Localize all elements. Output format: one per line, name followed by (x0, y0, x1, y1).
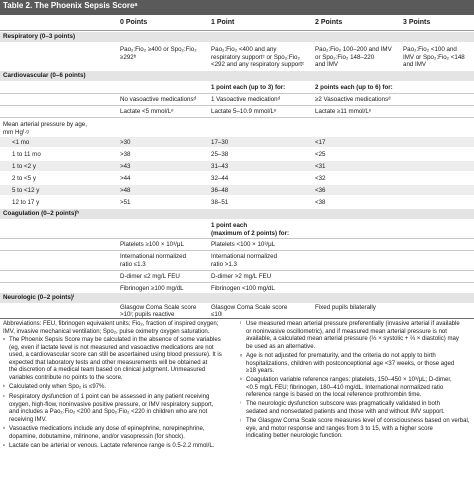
map-age-4: 5 to <12 y (12, 186, 40, 194)
coag-ddimer-0: D-dimer ≤2 mg/L FEU (120, 272, 180, 280)
neuro-p2: Fixed pupils bilaterally (315, 303, 376, 311)
map-age-3: 2 to <5 y (12, 174, 36, 182)
map-p0-2: >43 (120, 162, 131, 170)
fn-a-line2: (eg, even if lactate level is not measured and vasoactive medications are not (9, 344, 214, 351)
fn-abbr-line1: Abbreviations: FEU, fibrinogen equivalent units; Fio₂, fraction of inspired oxygen; (3, 321, 219, 327)
fn-f-line2: or noninvasive oscillometric), and if measured mean arterial pressure is not (246, 328, 447, 335)
table-title-bar (0, 0, 474, 15)
map-p1-2: 31–43 (211, 162, 229, 170)
map-p1-1: 25–38 (211, 150, 229, 158)
cv-divider-1 (0, 93, 474, 94)
resp-p2-line1: Pao₂:Fio₂ 100–200 and IMV (315, 46, 392, 53)
table-title: Table 2. The Phoenix Sepsis Scoreᵃ (3, 1, 138, 10)
resp-p2-line3: and IMV (315, 61, 339, 69)
cv-p1-header: 1 point each (up to 3) for: (211, 84, 286, 91)
fn-a-line3: used, a cardiovascular score can still be ascertained using blood pressure). It is (9, 352, 222, 358)
neuro-p0-line2: >10ʲ; pupils reactive (120, 310, 175, 318)
map-age-1: 1 to 11 mo (12, 150, 41, 158)
fn-d-line1: Vasoactive medications include any dose of epinephrine, norepinephrine, (9, 426, 205, 432)
cv-divider-2 (0, 105, 474, 106)
fn-b-line1: Calculated only when Spo₂ is ≤97%. (9, 384, 107, 390)
map-row-stripe (0, 137, 474, 147)
map-label-line1: Mean arterial pressure by age, (3, 121, 87, 128)
map-p0-5: >51 (120, 198, 131, 206)
fn-a-line1: The Phoenix Sepsis Score may be calculated in the absence of some variables (9, 337, 221, 343)
coag-inr-1-line1: International normalized (211, 253, 278, 260)
resp-p1-line3: <292 and any respiratory supportᶜ (211, 61, 305, 69)
map-row-stripe (0, 161, 474, 171)
fn-j-marker: ʲ (240, 418, 241, 424)
coag-inr-0-line2: ratio ≤1.3 (120, 260, 146, 268)
fn-j-line3: indicating better neurologic function. (246, 433, 343, 439)
fn-i-line1: The neurologic dysfunction subscore was pragmatically validated in both (246, 401, 440, 407)
coag-fibrinogen-0: Fibrinogen ≥100 mg/dL (120, 284, 184, 292)
fn-j-line1: The Glasgow Coma Scale score measures level of consciousness based on verbal, (246, 418, 470, 424)
fn-h-line1: Coagulation variable reference ranges: platelets, 150–450 × 10³/μL; D-dimer, (246, 377, 452, 383)
coag-platelets-0: Platelets ≥100 × 10³/μL (120, 241, 184, 248)
map-p2-3: <32 (315, 174, 326, 182)
cv-p2-header: 2 points each (up to 6) for: (315, 84, 393, 91)
cv-divider-3 (0, 117, 474, 118)
fn-g-line1: Age is not adjusted for prematurity, and the criteria do not apply to birth (246, 353, 436, 359)
coag-fibrinogen-1: Fibrinogen <100 mg/dL (211, 284, 275, 292)
fn-f-marker: ᶠ (240, 321, 242, 327)
resp-p1-line2: respiratory supportᶜ or Spo₂:Fio₂ (211, 53, 300, 61)
fn-c-line4: receiving IMV. (9, 416, 47, 423)
cv-vaso-0: No vasoactive medicationsᵈ (120, 96, 196, 103)
coag-ddimer-1: D-dimer >2 mg/L FEU (211, 272, 272, 280)
cv-vaso-1: 1 Vasoactive medicationᵈ (211, 96, 280, 103)
map-p2-5: <38 (315, 198, 326, 206)
map-p2-1: <25 (315, 150, 326, 158)
map-p2-4: <36 (315, 186, 326, 194)
coag-divider-3 (0, 270, 474, 271)
map-p2-2: <31 (315, 162, 326, 170)
neuro-p0-line1: Glasgow Coma Scale score (120, 303, 197, 311)
coag-inr-1-line2: ratio >1.3 (211, 260, 237, 268)
fn-f-line3: available, a calculated mean arterial pressure (⅓ × systolic + ⅔ × diastolic) may (246, 336, 459, 342)
map-age-5: 12 to 17 y (12, 198, 40, 206)
coagulation-section-title: Coagulation (0–2 points)ʰ (3, 210, 79, 217)
map-p0-4: >48 (120, 186, 131, 194)
header-2-points: 2 Points (315, 19, 343, 26)
fn-c-line3: and includes a Pao₂:Fio₂ <200 and Spo₂:Fio₂ <220 in children who are not (9, 409, 208, 415)
fn-e-line1: Lactate can be arterial or venous. Lactate reference range is 0.5-2.2 mmol/L. (9, 443, 215, 449)
fn-f-line4: be used as an alternative. (246, 343, 316, 350)
fn-a-line5: the discretion of a medical team based on clinical judgment. Unmeasured (9, 367, 206, 373)
fn-h-marker: ʰ (240, 377, 242, 383)
fn-g-marker: ᵍ (240, 353, 242, 359)
fn-e-marker: ᵉ (3, 443, 5, 449)
coag-inr-0-line1: International normalized (120, 253, 187, 260)
coag-divider-4 (0, 282, 474, 283)
resp-p2-line2: or Spo₂:Fio₂ 148–220 (315, 53, 375, 61)
fn-g-line3: ≥18 years. (246, 368, 275, 374)
coag-p1-header-line1: 1 point each (211, 222, 248, 229)
map-p1-0: 17–30 (211, 138, 229, 146)
neuro-p1-line1: Glasgow Coma Scale score (211, 303, 288, 311)
fn-abbr-line2: IMV, invasive mechanical ventilation; Spo₂, pulse oximetry oxygen saturation. (3, 328, 210, 335)
cv-lactate-2: Lactate ≥11 mmol/Lᵉ (315, 108, 372, 115)
fn-a-line4: expected that laboratory tests and other measurements will be obtained at (9, 359, 208, 366)
fn-a-line6: variables contribute no points to the score. (9, 374, 123, 381)
fn-i-line2: sedated and nonsedated patients and those with and without IMV support. (246, 408, 445, 415)
map-age-2: 1 to <2 y (12, 162, 36, 170)
resp-p3-line1: Pao₂:Fio₂ <100 and (403, 46, 457, 53)
map-p0-1: >38 (120, 150, 131, 158)
map-age-0: <1 mo (12, 138, 30, 146)
fn-d-line2: dopamine, dobutamine, milrinone, and/or vasopressin (for shock). (9, 433, 185, 440)
map-p2-0: <17 (315, 138, 326, 146)
fn-c-marker: ᶜ (3, 394, 5, 400)
cv-vaso-2: ≥2 Vasoactive medicationsᵈ (315, 96, 391, 103)
map-p0-3: >44 (120, 174, 131, 182)
coag-platelets-1: Platelets <100 × 10³/μL (211, 241, 276, 248)
respiratory-section-title: Respiratory (0–3 points) (3, 33, 76, 40)
cv-lactate-0: Lactate <5 mmol/Lᵉ (120, 108, 174, 115)
header-1-point: 1 Point (211, 19, 235, 26)
neuro-p1-line2: ≤10ʲ (211, 310, 223, 318)
fn-h-line2: <0.5 mg/L FEU; fibrinogen, 180–410 mg/dL. International normalized ratio (246, 384, 444, 391)
cardiovascular-section-title: Cardiovascular (0–6 points) (3, 72, 86, 79)
map-row-stripe (0, 185, 474, 195)
fn-i-marker: ⁱ (240, 401, 241, 407)
fn-g-line2: hospitalizations, children with postconceptional age <37 weeks, or those aged (246, 360, 455, 367)
resp-p1-line1: Pao₂:Fio₂ <400 and any (211, 46, 277, 53)
header-0-points: 0 Points (120, 19, 148, 26)
map-p1-5: 38–51 (211, 198, 229, 206)
fn-c-line2: oxygen, high-flow, noninvasive positive pressure, or IMV respiratory support, (9, 401, 214, 408)
map-label-line2: mm Hgᶠ·ᵍ (3, 128, 29, 136)
fn-b-marker: ᵇ (3, 384, 5, 390)
neurologic-section-title: Neurologic (0–2 points)ⁱ (3, 294, 75, 301)
coag-divider-1 (0, 238, 474, 239)
cv-lactate-1: Lactate 5–10.9 mmol/Lᵉ (211, 108, 277, 115)
coag-divider-2 (0, 250, 474, 251)
fn-j-line2: eye, and motor response and ranges from 3 to 15, with a higher score (246, 425, 433, 432)
fn-a-marker: ᵃ (3, 337, 5, 343)
coag-p1-header-line2: (maximum of 2 points) for: (211, 229, 290, 237)
fn-d-marker: ᵈ (3, 426, 5, 432)
map-p1-3: 32–44 (211, 174, 229, 182)
fn-h-line3: reference range is based on the local reference prothrombin time. (246, 392, 422, 398)
table-header-row (0, 15, 474, 31)
header-3-points: 3 Points (403, 19, 431, 26)
fn-f-line1: Use measured mean arterial pressure preferentially (invasive arterial if available (246, 321, 460, 327)
fn-c-line1: Respiratory dysfunction of 1 point can be assessed in any patient receiving (9, 394, 210, 400)
resp-p3-line3: and IMV (403, 61, 427, 69)
resp-p3-line2: IMV or Spo₂:Fio₂ <148 (403, 53, 465, 61)
resp-p0-line1: Pao₂:Fio₂ ≥400 or Spo₂:Fio₂ (120, 46, 197, 53)
map-p0-0: >30 (120, 138, 131, 146)
resp-p0-line2: ≥292ᵇ (120, 53, 137, 61)
map-p1-4: 36–48 (211, 186, 229, 194)
